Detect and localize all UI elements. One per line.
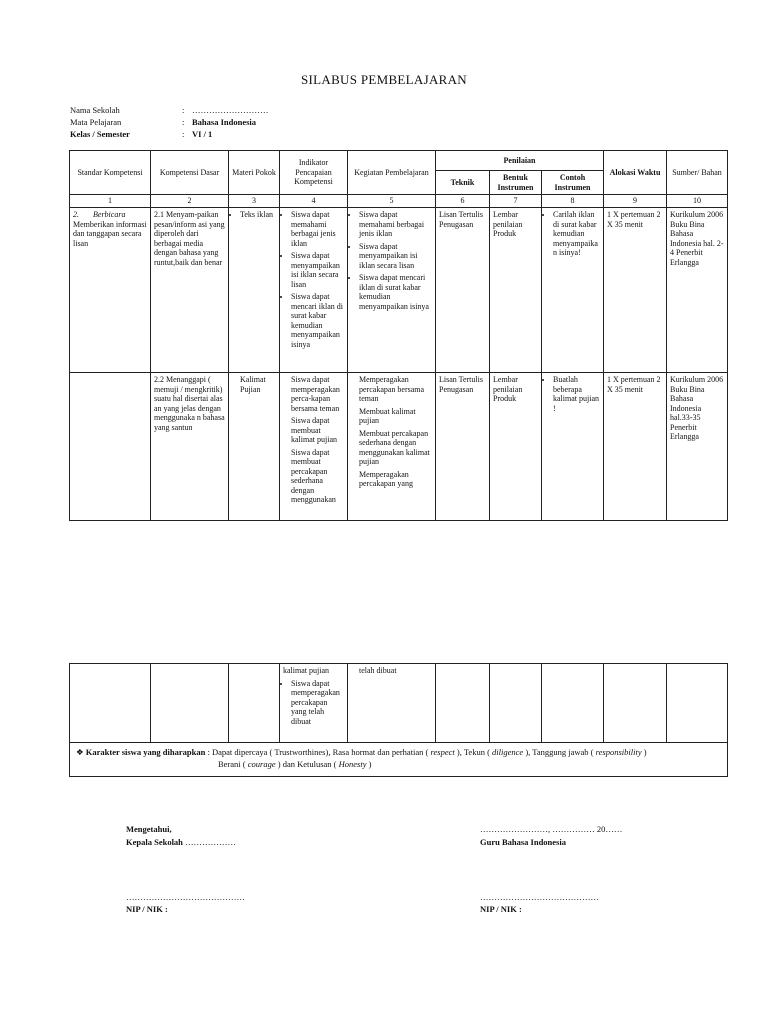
cell-teknik <box>436 664 490 743</box>
cell-bentuk: Lembar penilaian Produk <box>490 208 542 373</box>
sig-principal <box>126 836 236 848</box>
info-colon: : <box>182 129 185 139</box>
list-item: • Kalimat Pujian <box>240 375 276 394</box>
sig-left-line: …………………………………… <box>126 892 245 902</box>
sig-known: Mengetahui, <box>126 824 172 834</box>
karakter-text: ), Tanggung jawab ( <box>523 747 596 757</box>
info-school <box>70 104 269 116</box>
table-row <box>70 208 728 373</box>
karakter-courage: courage <box>247 759 276 769</box>
list-item: • Siswa dapat memahami berbagai jenis iklan <box>359 210 432 239</box>
list-item: • Siswa dapat menyampaikan isi iklan secara lisan <box>291 251 344 289</box>
cell-materi <box>229 373 280 521</box>
sig-principal-label: Kepala Sekolah <box>126 837 183 847</box>
karakter-text: ) <box>366 759 372 769</box>
karakter-diligence: diligence <box>492 747 524 757</box>
karakter-text: Berani ( <box>218 759 248 769</box>
info-subject <box>70 116 256 128</box>
karakter-honesty: Honesty <box>338 759 367 769</box>
info-value: Bahasa Indonesia <box>192 117 257 127</box>
cell-kegiatan <box>348 208 436 373</box>
cell-teknik: Lisan Tertulis Penugasan <box>436 208 490 373</box>
diamond-bullet-icon: ❖ <box>76 747 84 757</box>
header-kompetensi: Kompetensi Dasar <box>151 151 229 195</box>
header-kegiatan: Kegiatan Pembelajaran <box>348 151 436 195</box>
cell-standar <box>70 664 151 743</box>
info-colon: : <box>182 117 185 127</box>
kegiatan-cont: telah dibuat <box>359 666 397 675</box>
cell-kd <box>151 373 229 521</box>
cell-sumber: Kurikulum 2006 Buku Bina Bahasa Indonesia hal.33-35 Penerbit Erlangga <box>667 373 728 521</box>
cell-materi <box>229 208 280 373</box>
column-number: 5 <box>348 195 436 208</box>
page-title: SILABUS PEMBELAJARAN <box>301 72 467 87</box>
list-item: • Siswa dapat membuat kalimat pujian <box>291 416 344 445</box>
column-number: 9 <box>604 195 667 208</box>
cell-materi <box>229 664 280 743</box>
standar-desc: Memberikan informasi dan tanggapan secara lisan <box>73 219 147 248</box>
list-item: • Carilah iklan di surat kabar kemudian menyampaika n isinya! <box>553 210 600 258</box>
list-item: • Buatlah beberapa kalimat pujian ! <box>553 375 600 413</box>
table-row <box>70 373 728 521</box>
sig-date: ……………………, …………… 20…… <box>480 824 623 834</box>
header-standar: Standar Kompetensi <box>70 151 151 195</box>
header-contoh: Contoh Instrumen <box>542 171 604 195</box>
column-number: 10 <box>667 195 728 208</box>
karakter-text: ), Tekun ( <box>454 747 493 757</box>
info-label: Nama Sekolah <box>70 105 120 115</box>
indikator-cont: kalimat pujian <box>283 666 329 675</box>
cell-contoh <box>542 208 604 373</box>
cell-alokasi: 1 X pertemuan 2 X 35 menit <box>604 208 667 373</box>
cell-sumber: Kurikulum 2006 Buku Bina Bahasa Indonesia hal. 2-4 Penerbit Erlangga <box>667 208 728 373</box>
cell-kegiatan <box>348 373 436 521</box>
sig-principal-dots: ……………… <box>185 837 237 847</box>
cell-indikator <box>280 208 348 373</box>
karakter-row <box>70 743 728 777</box>
karakter-label: Karakter siswa yang diharapkan <box>85 747 206 757</box>
syllabus-table-continued <box>69 663 728 777</box>
cell-standar <box>70 208 151 373</box>
cell-standar <box>70 373 151 521</box>
list-item: • Membuat percakapan sederhana dengan menggunakan kalimat pujian <box>359 429 432 467</box>
karakter-cell <box>70 743 728 777</box>
cell-bentuk: Lembar penilaian Produk <box>490 373 542 521</box>
column-number: 6 <box>436 195 490 208</box>
cell-alokasi: 1 X pertemuan 2 X 35 menit <box>604 373 667 521</box>
list-item: • Siswa dapat mencari iklan di surat kabar kemudian menyampaikan isinya <box>291 292 344 349</box>
table-row <box>70 664 728 743</box>
cell-bentuk <box>490 664 542 743</box>
list-item: • Memperagakan percakapan yang <box>359 470 432 489</box>
cell-teknik: Lisan Tertulis Penugasan <box>436 373 490 521</box>
karakter-respect: respect <box>430 747 455 757</box>
header-materi: Materi Pokok <box>229 151 280 195</box>
karakter-text: : Dapat dipercaya ( Trustworthines), Rasa hormat dan perhatian ( <box>205 747 431 757</box>
header-bentuk: Bentuk Instrumen <box>490 171 542 195</box>
karakter-responsibility: responsibility <box>595 747 642 757</box>
column-number: 4 <box>280 195 348 208</box>
column-number: 8 <box>542 195 604 208</box>
column-number: 1 <box>70 195 151 208</box>
list-item: • Memperagakan percakapan bersama teman <box>359 375 432 404</box>
kd-text: 2.2 Menanggapi ( memuji / mengkritik) suatu hal disertai alas an yang jelas dengan menggunaka n bahasa yang santun <box>154 375 225 432</box>
list-item: • Siswa dapat memahami berbagai jenis iklan <box>291 210 344 248</box>
info-value: VI / 1 <box>192 129 213 139</box>
cell-contoh <box>542 664 604 743</box>
column-number-row <box>70 195 728 208</box>
standar-title: 2. Berbicara <box>73 210 126 219</box>
list-item: • Siswa dapat memperagakan percakapan yang telah dibuat <box>291 679 344 727</box>
list-item: • Membuat kalimat pujian <box>359 407 432 426</box>
column-number: 2 <box>151 195 229 208</box>
list-item: • Teks iklan <box>240 210 276 220</box>
info-value: ……………………… <box>192 105 269 115</box>
cell-indikator <box>280 373 348 521</box>
header-alokasi: Alokasi Waktu <box>604 151 667 195</box>
list-item: • Siswa dapat membuat percakapan sederhana dengan menggunakan <box>291 448 344 505</box>
column-number: 3 <box>229 195 280 208</box>
cell-sumber <box>667 664 728 743</box>
list-item: • Siswa dapat memperagakan perca-kapan bersama teman <box>291 375 344 413</box>
info-label: Mata Pelajaran <box>70 117 122 127</box>
karakter-text: ) <box>641 747 647 757</box>
sig-teacher: Guru Bahasa Indonesia <box>480 837 566 847</box>
header-penilaian: Penilaian <box>436 151 604 171</box>
sig-right-nip: NIP / NIK : <box>480 904 522 914</box>
cell-kd: 2.1 Menyam-paikan pesan/inform asi yang diperoleh dari berbagai media dengan bahasa yang runtut,baik dan benar <box>151 208 229 373</box>
cell-contoh <box>542 373 604 521</box>
column-number: 7 <box>490 195 542 208</box>
list-item: • Siswa dapat menyampaikan isi iklan secara lisan <box>359 242 432 271</box>
syllabus-table <box>69 150 728 521</box>
cell-kegiatan <box>348 664 436 743</box>
cell-alokasi <box>604 664 667 743</box>
header-indikator: Indikator Pencapaian Kompetensi <box>280 151 348 195</box>
list-item: • Siswa dapat mencari iklan di surat kabar kemudian menyampaikan isinya <box>359 273 432 311</box>
sig-left-nip: NIP / NIK : <box>126 904 168 914</box>
info-class <box>70 128 212 140</box>
cell-kd <box>151 664 229 743</box>
sig-right-line: …………………………………… <box>480 892 599 902</box>
header-teknik: Teknik <box>436 171 490 195</box>
karakter-text: ) dan Ketulusan ( <box>275 759 339 769</box>
header-sumber: Sumber/ Bahan <box>667 151 728 195</box>
info-colon: : <box>182 105 185 115</box>
cell-indikator <box>280 664 348 743</box>
info-label: Kelas / Semester <box>70 129 130 139</box>
